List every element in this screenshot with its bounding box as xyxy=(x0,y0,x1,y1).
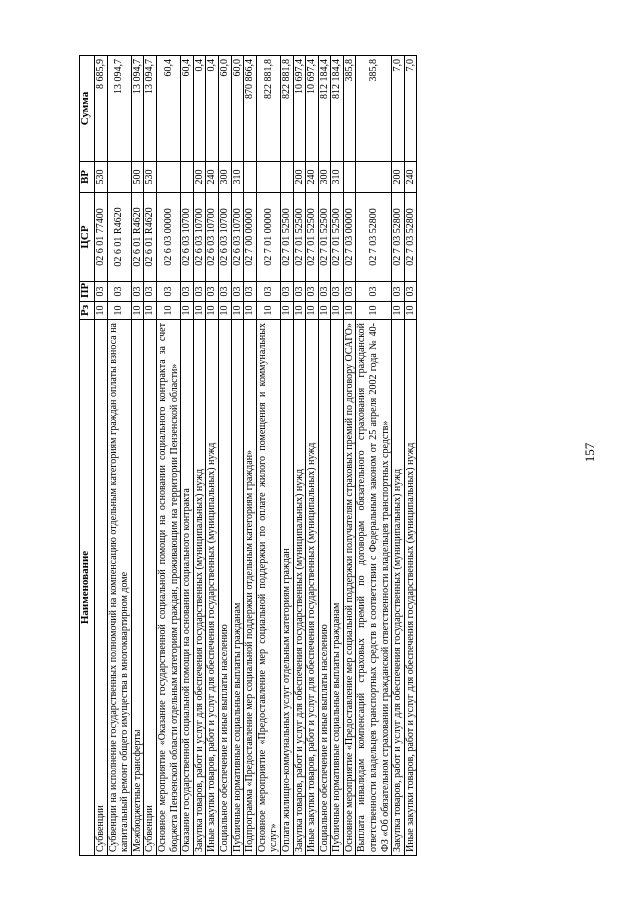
cell-pr: 03 xyxy=(392,282,405,302)
cell-pr: 03 xyxy=(356,282,392,302)
cell-vr xyxy=(256,162,280,193)
cell-vr: 310 xyxy=(231,162,244,193)
table-row xyxy=(244,56,257,856)
cell-name: Подпрограмма «Предоставление мер социальной поддержки отдельным категориям граждан» xyxy=(244,320,257,856)
cell-sum: 7,0 xyxy=(392,56,405,162)
cell-csr: 02 7 03 00000 xyxy=(343,193,356,282)
cell-csr: 02 6 01 R4620 xyxy=(131,193,144,282)
cell-vr: 530 xyxy=(144,162,157,193)
cell-sum: 812 184,4 xyxy=(331,56,344,162)
table-row xyxy=(256,56,280,856)
table-header-row xyxy=(80,56,95,856)
cell-csr: 02 6 03 10700 xyxy=(218,193,231,282)
cell-csr: 02 6 03 10700 xyxy=(181,193,194,282)
cell-name: Субвенции на исполнение государственных полномочий на компенсацию отдельным категориям граждан оплаты взноса на капитальный ремонт общего имущества в многоквартирном доме xyxy=(107,320,131,856)
cell-sum: 60,0 xyxy=(218,56,231,162)
cell-csr: 02 6 01 77400 xyxy=(95,193,108,282)
cell-vr: 530 xyxy=(95,162,108,193)
cell-name: Оплата жилищно-коммунальных услуг отдельным категориям граждан xyxy=(280,320,293,856)
cell-rz: 10 xyxy=(156,302,180,320)
column-header-csr: ЦСР xyxy=(80,193,95,282)
table-row xyxy=(181,56,194,856)
table-row xyxy=(107,56,131,856)
cell-pr: 03 xyxy=(331,282,344,302)
cell-pr: 03 xyxy=(231,282,244,302)
cell-pr: 03 xyxy=(131,282,144,302)
cell-sum: 385,8 xyxy=(356,56,392,162)
page-number: 157 xyxy=(582,442,597,463)
cell-vr xyxy=(244,162,257,193)
cell-rz: 10 xyxy=(231,302,244,320)
cell-pr: 03 xyxy=(256,282,280,302)
cell-sum: 13 094,7 xyxy=(131,56,144,162)
cell-vr: 500 xyxy=(131,162,144,193)
cell-vr xyxy=(280,162,293,193)
table-row xyxy=(318,56,331,856)
cell-rz: 10 xyxy=(318,302,331,320)
cell-sum: 0,4 xyxy=(206,56,219,162)
cell-csr: 02 6 01 R4620 xyxy=(144,193,157,282)
cell-pr: 03 xyxy=(280,282,293,302)
cell-sum: 822 881,8 xyxy=(280,56,293,162)
table-row xyxy=(343,56,356,856)
cell-vr: 300 xyxy=(218,162,231,193)
table-row xyxy=(218,56,231,856)
cell-sum: 7,0 xyxy=(404,56,417,162)
cell-sum: 13 094,7 xyxy=(144,56,157,162)
cell-name: Публичные нормативные социальные выплаты гражданам xyxy=(231,320,244,856)
cell-name: Иные закупки товаров, работ и услуг для обеспечения государственных (муниципальных) нужд xyxy=(306,320,319,856)
cell-name: Субвенции xyxy=(95,320,108,856)
cell-name: Основное мероприятие «Предоставление мер социальной поддержки получателям страховых премий по договору ОСАГО» xyxy=(343,320,356,856)
cell-rz: 10 xyxy=(107,302,131,320)
cell-pr: 03 xyxy=(404,282,417,302)
cell-sum: 0,4 xyxy=(193,56,206,162)
column-header-vr: ВР xyxy=(80,162,95,193)
cell-pr: 03 xyxy=(107,282,131,302)
cell-pr: 03 xyxy=(244,282,257,302)
cell-name: Социальное обеспечение и иные выплаты населению xyxy=(218,320,231,856)
cell-vr: 240 xyxy=(206,162,219,193)
cell-name: Выплата инвалидам компенсаций страховых премий по договорам обязательного страхования гражданской ответственности владельцев транспортных средств в соответствии с Федеральным законом от 25 апреля 2002 года № 40-ФЗ «Об обязательном страховании гражданской ответственности владельцев транспортных средств» xyxy=(356,320,392,856)
cell-csr: 02 7 03 52800 xyxy=(392,193,405,282)
cell-csr: 02 6 03 00000 xyxy=(156,193,180,282)
cell-vr: 200 xyxy=(293,162,306,193)
cell-sum: 60,4 xyxy=(156,56,180,162)
cell-sum: 812 184,4 xyxy=(318,56,331,162)
cell-csr: 02 6 03 10700 xyxy=(206,193,219,282)
cell-pr: 03 xyxy=(156,282,180,302)
table-row xyxy=(131,56,144,856)
budget-table xyxy=(79,55,417,856)
cell-rz: 10 xyxy=(293,302,306,320)
cell-sum: 385,8 xyxy=(343,56,356,162)
cell-rz: 10 xyxy=(206,302,219,320)
cell-rz: 10 xyxy=(131,302,144,320)
column-header-pr: ПР xyxy=(80,282,95,302)
table-row xyxy=(404,56,417,856)
cell-vr: 310 xyxy=(331,162,344,193)
cell-name: Закупка товаров, работ и услуг для обеспечения государственных (муниципальных) нужд xyxy=(392,320,405,856)
cell-sum: 870 866,4 xyxy=(244,56,257,162)
cell-pr: 03 xyxy=(144,282,157,302)
cell-rz: 10 xyxy=(181,302,194,320)
cell-vr: 240 xyxy=(306,162,319,193)
cell-sum: 10 697,4 xyxy=(306,56,319,162)
cell-csr: 02 7 01 52500 xyxy=(280,193,293,282)
column-header-rz: Рз xyxy=(80,302,95,320)
cell-sum: 10 697,4 xyxy=(293,56,306,162)
cell-vr: 240 xyxy=(404,162,417,193)
cell-csr: 02 6 03 10700 xyxy=(193,193,206,282)
table-row xyxy=(95,56,108,856)
cell-name: Основное мероприятие «Оказание государственной социальной помощи на основании социального контракта за счет бюджета Пензенской области отдельным категориям граждан, проживающим на территории Пензенской области» xyxy=(156,320,180,856)
cell-name: Субвенции xyxy=(144,320,157,856)
cell-csr: 02 7 03 52800 xyxy=(356,193,392,282)
cell-rz: 10 xyxy=(306,302,319,320)
cell-name: Межбюджетные трансферты xyxy=(131,320,144,856)
cell-sum: 13 094,7 xyxy=(107,56,131,162)
cell-rz: 10 xyxy=(343,302,356,320)
cell-vr: 300 xyxy=(318,162,331,193)
table-row xyxy=(293,56,306,856)
cell-pr: 03 xyxy=(218,282,231,302)
cell-csr: 02 7 01 52500 xyxy=(331,193,344,282)
cell-pr: 03 xyxy=(318,282,331,302)
cell-name: Основное мероприятие «Предоставление мер социальной поддержки по оплате жилого помещения и коммунальных услуг» xyxy=(256,320,280,856)
table-row xyxy=(306,56,319,856)
cell-pr: 03 xyxy=(206,282,219,302)
cell-sum: 60,4 xyxy=(181,56,194,162)
cell-vr xyxy=(107,162,131,193)
table-row xyxy=(144,56,157,856)
cell-rz: 10 xyxy=(331,302,344,320)
cell-pr: 03 xyxy=(95,282,108,302)
cell-rz: 10 xyxy=(404,302,417,320)
column-header-name: Наименование xyxy=(80,320,95,856)
cell-name: Оказание государственной социальной помощи на основании социального контракта xyxy=(181,320,194,856)
cell-name: Иные закупки товаров, работ и услуг для обеспечения государственных (муниципальных) нужд xyxy=(206,320,219,856)
table-row xyxy=(193,56,206,856)
cell-vr: 200 xyxy=(193,162,206,193)
cell-vr xyxy=(356,162,392,193)
cell-name: Публичные нормативные социальные выплаты гражданам xyxy=(331,320,344,856)
cell-rz: 10 xyxy=(280,302,293,320)
cell-name: Закупка товаров, работ и услуг для обеспечения государственных (муниципальных) нужд xyxy=(293,320,306,856)
cell-sum: 60,0 xyxy=(231,56,244,162)
table-body xyxy=(95,56,417,856)
cell-name: Иные закупки товаров, работ и услуг для обеспечения государственных (муниципальных) нужд xyxy=(404,320,417,856)
cell-rz: 10 xyxy=(244,302,257,320)
cell-vr: 200 xyxy=(392,162,405,193)
cell-vr xyxy=(181,162,194,193)
cell-rz: 10 xyxy=(193,302,206,320)
cell-csr: 02 7 01 52500 xyxy=(318,193,331,282)
cell-rz: 10 xyxy=(256,302,280,320)
cell-csr: 02 7 01 52500 xyxy=(293,193,306,282)
table-row xyxy=(356,56,392,856)
cell-csr: 02 6 03 10700 xyxy=(231,193,244,282)
cell-rz: 10 xyxy=(392,302,405,320)
cell-sum: 8 685,9 xyxy=(95,56,108,162)
cell-name: Социальное обеспечение и иные выплаты населению xyxy=(318,320,331,856)
cell-csr: 02 7 00 00000 xyxy=(244,193,257,282)
cell-rz: 10 xyxy=(95,302,108,320)
cell-sum: 822 881,8 xyxy=(256,56,280,162)
table-row xyxy=(206,56,219,856)
table-row xyxy=(280,56,293,856)
cell-csr: 02 7 03 52800 xyxy=(404,193,417,282)
cell-csr: 02 7 01 00000 xyxy=(256,193,280,282)
table-row xyxy=(156,56,180,856)
cell-rz: 10 xyxy=(144,302,157,320)
cell-pr: 03 xyxy=(193,282,206,302)
cell-csr: 02 7 01 52500 xyxy=(306,193,319,282)
column-header-sum: Сумма xyxy=(80,56,95,162)
cell-vr xyxy=(156,162,180,193)
cell-rz: 10 xyxy=(356,302,392,320)
cell-rz: 10 xyxy=(218,302,231,320)
cell-pr: 03 xyxy=(293,282,306,302)
cell-vr xyxy=(343,162,356,193)
cell-pr: 03 xyxy=(181,282,194,302)
cell-name: Закупка товаров, работ и услуг для обеспечения государственных (муниципальных) нужд xyxy=(193,320,206,856)
table-row xyxy=(331,56,344,856)
table-row xyxy=(231,56,244,856)
cell-csr: 02 6 01 R4620 xyxy=(107,193,131,282)
table-row xyxy=(392,56,405,856)
cell-pr: 03 xyxy=(306,282,319,302)
cell-pr: 03 xyxy=(343,282,356,302)
